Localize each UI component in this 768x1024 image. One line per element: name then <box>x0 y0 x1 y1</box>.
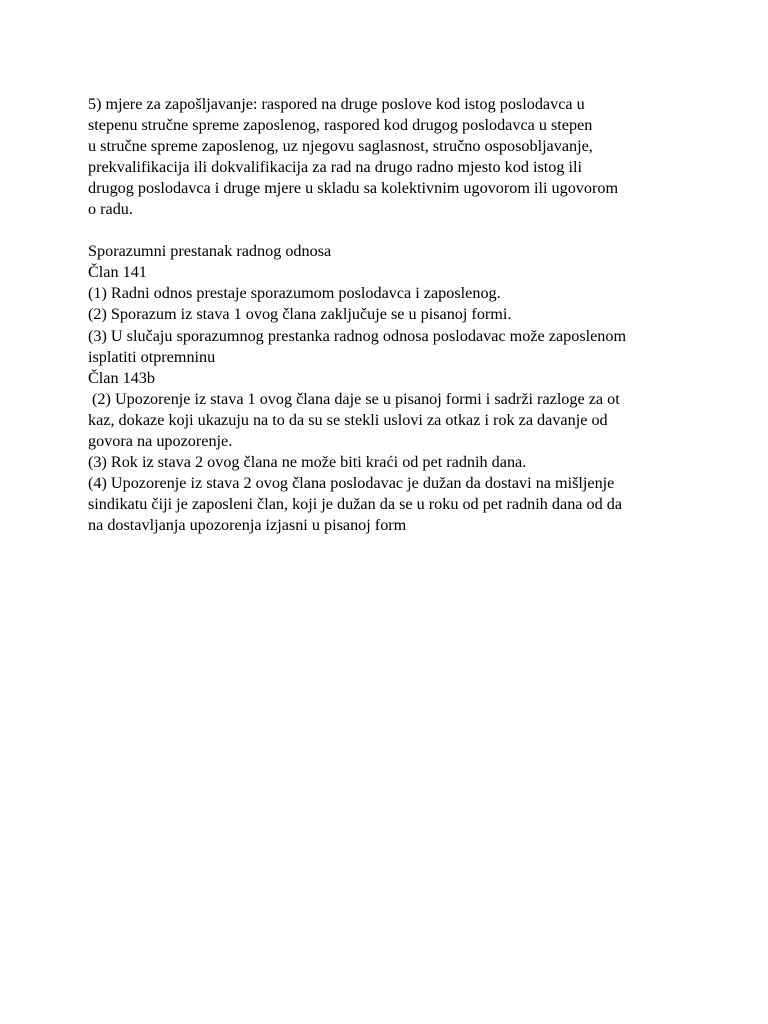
text-line: stepenu stručne spreme zaposlenog, raspored kod drugog poslodavca u stepen <box>88 116 593 135</box>
text-line: drugog poslodavca i druge mjere u skladu sa kolektivnim ugovorom ili ugovorom <box>88 179 619 198</box>
blank-line <box>88 220 748 241</box>
text-line: 5) mjere za zapošljavanje: raspored na druge poslove kod istog poslodavca u <box>88 95 585 113</box>
text-line: govora na upozorenje. <box>88 431 233 450</box>
text-line: isplatiti otpremninu <box>88 347 216 366</box>
text-line: (3) Rok iz stava 2 ovog člana ne može biti kraći od pet radnih dana. <box>88 452 527 471</box>
text-line: Član 141 <box>88 263 147 282</box>
text-line: kaz, dokaze koji ukazuju na to da su se stekli uslovi za otkaz i rok za davanje od <box>88 410 608 429</box>
text-line: prekvalifikacija ili dokvalifikacija za rad na drugo radno mjesto kod istog ili <box>88 158 583 177</box>
document-text <box>88 94 748 536</box>
text-line: (4) Upozorenje iz stava 2 ovog člana poslodavac je dužan da dostavi na mišljenje <box>88 473 615 492</box>
text-line: na dostavljanja upozorenja izjasni u pisanoj form <box>88 515 407 534</box>
text-line: (1) Radni odnos prestaje sporazumom poslodavca i zaposlenog. <box>88 284 501 303</box>
text-line: (3) U slučaju sporazumnog prestanka radnog odnosa poslodavac može zaposlenom <box>88 326 627 345</box>
text-line: sindikatu čiji je zaposleni član, koji je dužan da se u roku od pet radnih dana od da <box>88 494 623 513</box>
text-line: (2) Upozorenje iz stava 1 ovog člana daje se u pisanoj formi i sadrži razloge za ot <box>88 389 620 408</box>
text-line: Sporazumni prestanak radnog odnosa <box>88 242 332 261</box>
text-line: u stručne spreme zaposlenog, uz njegovu saglasnost, stručno osposobljavanje, <box>88 137 593 156</box>
text-line: o radu. <box>88 200 133 219</box>
text-line: Član 143b <box>88 368 155 387</box>
text-line: (2) Sporazum iz stava 1 ovog člana zaključuje se u pisanoj formi. <box>88 305 512 324</box>
